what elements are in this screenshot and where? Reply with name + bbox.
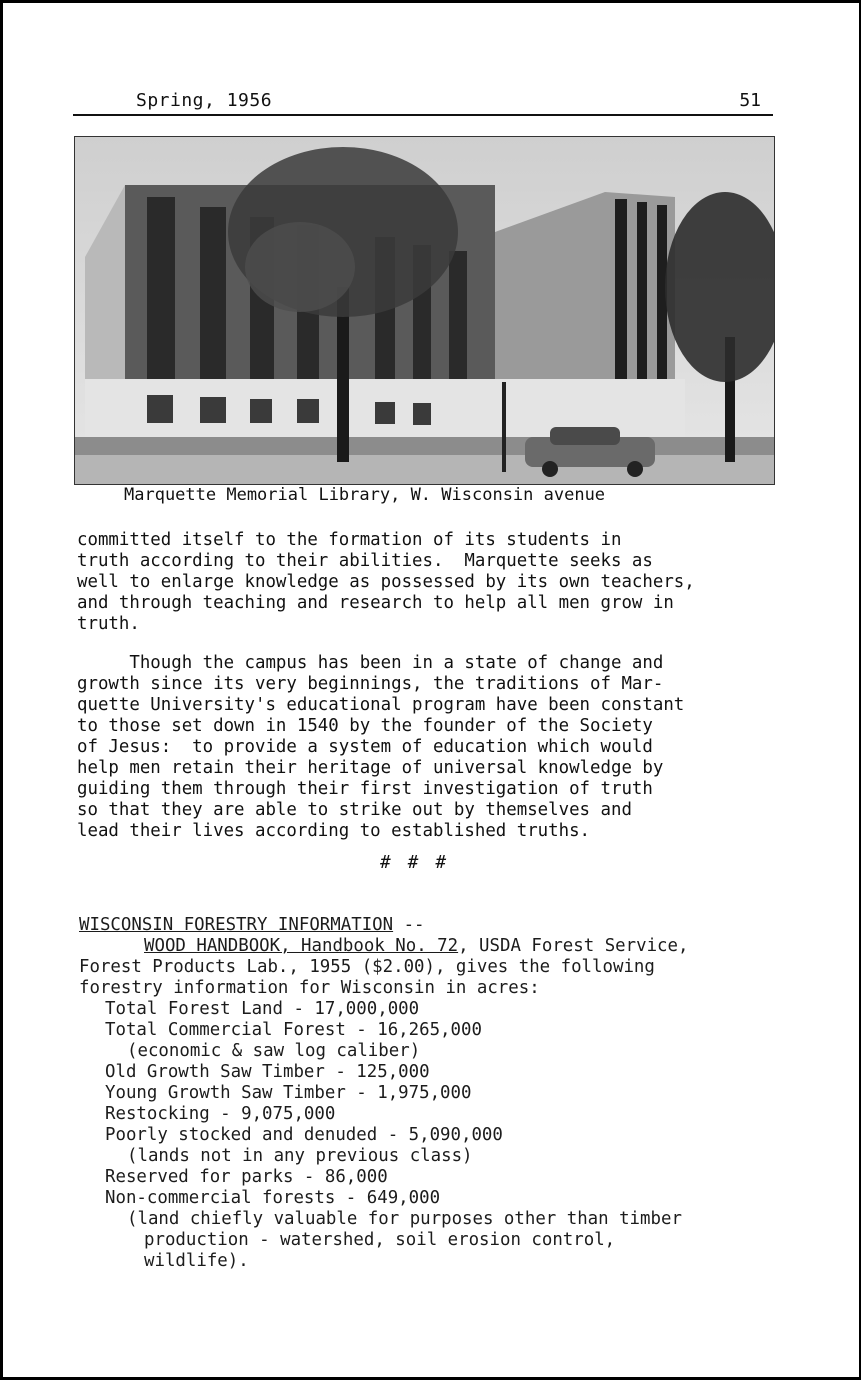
forestry-heading-dash: -- [393,915,425,935]
text-line: truth according to their abilities. Marquette seeks as [77,551,653,571]
text-line: guiding them through their first investigation of truth [77,779,653,799]
forestry-item: Old Growth Saw Timber - 125,000 [105,1062,430,1082]
forestry-section [79,915,819,1272]
library-building-photo [74,136,775,485]
photo-caption: Marquette Memorial Library, W. Wisconsin avenue [124,485,606,505]
text-line: well to enlarge knowledge as possessed by its own teachers, [77,572,695,592]
page-border-left [0,0,3,1380]
forestry-item: Young Growth Saw Timber - 1,975,000 [105,1083,472,1103]
forestry-item: Restocking - 9,075,000 [105,1104,336,1124]
page-header [73,88,773,116]
text-line: help men retain their heritage of universal knowledge by [77,758,664,778]
forestry-item: production - watershed, soil erosion control, [144,1230,616,1250]
text-line: truth. [77,614,140,634]
text-line: of Jesus: to provide a system of education which would [77,737,653,757]
forestry-item: Total Forest Land - 17,000,000 [105,999,420,1019]
text-line: so that they are able to strike out by themselves and [77,800,632,820]
forestry-item: Total Commercial Forest - 16,265,000 [105,1020,482,1040]
library-building-photo-icon [75,137,774,484]
forestry-item: (lands not in any previous class) [127,1146,473,1166]
text-line: lead their lives according to established truths. [77,821,591,841]
forestry-intro-line: Forest Products Lab., 1955 ($2.00), gives the following [79,957,655,977]
section-separator: # # # [380,852,450,873]
forestry-intro-line: forestry information for Wisconsin in acres: [79,978,540,998]
text-line: Though the campus has been in a state of change and [77,653,664,673]
text-line: quette University's educational program have been constant [77,695,685,715]
issue-date: Spring, 1956 [136,90,273,111]
paragraph-1 [77,530,817,635]
forestry-item: Reserved for parks - 86,000 [105,1167,388,1187]
handbook-title: WOOD HANDBOOK, Handbook No. 72 [144,936,459,956]
handbook-title-rest: , USDA Forest Service, [458,936,689,956]
forestry-item: wildlife). [144,1251,249,1271]
paragraph-2 [77,653,817,842]
text-line: growth since its very beginnings, the traditions of Mar- [77,674,664,694]
forestry-item: (economic & saw log caliber) [127,1041,421,1061]
text-line: and through teaching and research to help all men grow in [77,593,674,613]
page-border-top [0,0,861,3]
text-line: committed itself to the formation of its students in [77,530,622,550]
forestry-item: Non-commercial forests - 649,000 [105,1188,441,1208]
forestry-intro-line [79,936,819,957]
page-number: 51 [739,90,761,111]
forestry-heading-line [79,915,819,936]
forestry-items-list [79,999,819,1272]
text-line: to those set down in 1540 by the founder of the Society [77,716,653,736]
forestry-heading: WISCONSIN FORESTRY INFORMATION [79,915,394,935]
forestry-item: Poorly stocked and denuded - 5,090,000 [105,1125,503,1145]
forestry-item: (land chiefly valuable for purposes other than timber [127,1209,682,1229]
